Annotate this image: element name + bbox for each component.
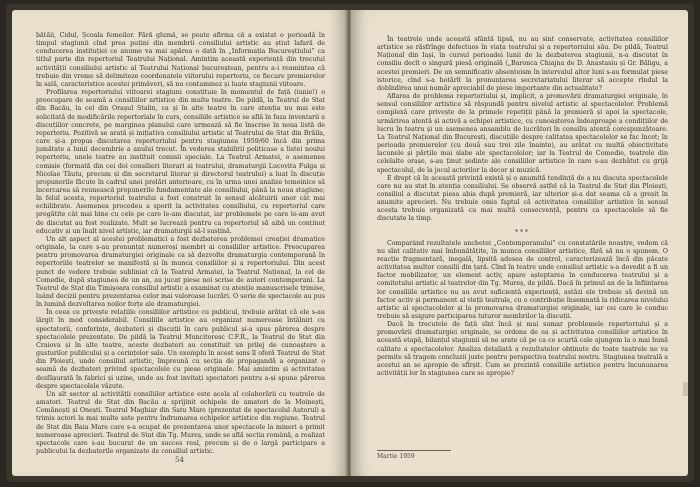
- right-paragraph: Dacă în trecutele de față sînt încă și mai sumar problemele repertoriului și a promovării dramaturgiei originale, se ordona de ea și activitatea consiliilor artistice în această etapă, bilanțul stagiunii să ne arate că pe ca ce scurtă cale ajungem la o mai bună calitate a spectacolelor. Analiza detaliată a rezultatelor obținute de toate teatrele ne va permite să tragem concluzii juste pentru perspectiva teatrului nostru. Stagiunea teatrală a acestui an se apropie de sfîrșit. Cum se prezintă consiliile artistice pentru încununarea activității lor în stagiunea care se apropie?: [377, 321, 668, 378]
- left-paragraph: În ceea ce privește relațiile consiliilor artistice cu publicul, trebuie arătat că ele s-au lărgit în mod considerabil. Consiliile artistice au organizat numeroase întâlniri cu spectatorii, conferințe, dezbateri și discuții în care publicul și-a spus părerea despre spectacolele prezentate. De pildă la Teatrul Muncitoresc C.F.R., la Teatrul de Stat din Craiova și în alte teatre, aceste dezbateri au constituit un prilej de cunoaștere a gusturilor publicului și a cerințelor sale. Un exemplu în acest sens îl oferă Teatrul de Stat din Ploiești, unde consiliul artistic, împreună cu secția de propagandă a organizat o seamă de dezbateri privind spectacolele cu piese originale. Mai amintim și activitatea desfășurată în fabrici și uzine, unde au fost invitați spectatori pentru a-și spune părerea despre spectacolele văzute.: [36, 309, 325, 390]
- right-paragraph: În teatrele unde această sfântă lipsă, nu au sint conservate, activitatea consiliilor artistice se răsfrînge defectuos în viața teatrului și a repertoriului său. De pildă, Teatrul Național din Iași, în cursul perioadei lunii de la dezbaterea stagiunii, n-a discutat în consiliu decît o singură piesă originală („Baronca Chiajna de D. Anastasiu și Gr. Băligu, a acestei premieri. De un semnificativ absenteism în intervalul altor luni s-au formulat piese istorice, cînd s-a hotărît la pronunțarea secretariatului literar să accepte rîndul la dobîndirea unui număr apreciabil de piese importante din actualitate?: [377, 36, 668, 92]
- open-book: [6, 4, 694, 482]
- right-page-text: [377, 36, 668, 442]
- right-page: [351, 10, 688, 476]
- right-paragraph: Comparând rezultatele anchetei „Contemporanului” cu constatările noastre, vedem că nu sînt calitativ mai îmbunătățite, în munca consiliilor artistice, fără să nu o spunem. O reacție fragmentară, inegală, lipsită adesea de control, caracterizează încă din păcate activitatea multor consilii din țară. Cînd în teatre unde consiliul artistic s-a dovedit a fi un factor mobilizator, un element activ, apare așteptarea în conducerea teatrului și a comitetului artistic al teatrelor din Tg. Mureș, de pildă. Dacă în primul an de la înființarea lor consiliile artistice nu au avut suficientă experiență, astăzi ele trebuie să devină un factor activ și permanent al vieții teatrale, cu o contribuție însemnată la ridicarea nivelului artistic al spectacolelor și la promovarea dramaturgiei originale, iar cei care le conduc trebuie să asigure participarea tuturor membrilor la discuții.: [377, 239, 668, 320]
- left-page: [12, 10, 347, 476]
- section-separator: ***: [515, 228, 530, 236]
- left-paragraph: Un alt sector al activității consiliilor artistice este acela al colaborării cu teatrele de amatori. Teatrul de Stat din Bacău a sprijinit echipele de amatori de la Moinești, Comănești și Onești. Teatrul Maghiar din Satu Mare (prezentat de spectacolul Autorul) a trimis actori la mai multe sate pentru îndrumarea echipelor artistice din regiune. Teatrul de Stat din Baia Mare care s-a ocupat de prezentarea unor spectacole la mineri a primit numeroase aprecieri. Teatrul de Stat din Tg. Mureș, unde se află secția română, a realizat spectacole care s-au bucurat de un succes real, precum și de o largă participare a publicului la dezbaterile organizate de consiliul artistic.: [36, 390, 325, 455]
- left-page-text: [36, 32, 325, 455]
- left-paragraph: Profilarea repertoriului viitoarei stagiuni constituie în momentul de față (iunie!) o preocupare de seamă a consiliilor artistice din multe teatre. De pildă, la Teatrul de Stat din Bacău, la cel din Orașul Stalin, ca și în alte teatre în care atenția nu mai este solicitată de modificările repertoriale în curs, consiliile artistice se află în faza inventarii a discuțiilor concrete, pe marginea planului care urmează să fie înscrise în noua listă de repertoriu. Pozitivă se arată și inițiativa consiliului artistic al Teatrului de Stat din Brăila, care și-a propus discutarea repertoriului pentru stagiunea 1959/60 încă din prima jumătate a lunii decembrie a anului trecut. În vederea stabilirii politicase a listei noului repertoriu, unele teatre au instituit comisii speciale. La Teatrul Armatei, o asemenea comisie (formată din cei doi consilieri literari ai teatrului, dramaturgii Lucovita Fulga și Nicolae Tăutu, precum și din secretarul literar și directorul teatrului) a luat în discuție propunerile făcute în cadrul unei prelări anterioare, cu în urma unei analize temeinice să încercarea să reunească propunerile fundamentate ale consiliului, până la noua stagiune; în felul acesta, repertoriul teatrului a fost construit în sensul alcătuirii unor cât mai echilibrate. Asemenea procedeu a sporit la activitatea consiliului, cu repertoriul care pregătite cât mai bine cu cele pe care le-am discutat, iar problemele pe care le-am avut de discutat au fost realizate. Mult se lucrează pentru ca repertoriul să aibă un conținut educativ și un înalt nivel artistic, iar dramaturgii să-l susțină.: [36, 89, 325, 235]
- footer-note: Martie 1959: [377, 450, 451, 460]
- page-tab-marker: [683, 382, 688, 396]
- page-number: 54: [175, 456, 184, 464]
- left-paragraph: Un alt aspect al acestei problematici a fost dezbaterea problemei creației dramatice originale, la care s-au pronunțat numeroși membri ai consiliilor artistice. Preocuparea pentru promovarea dramaturgiei originale ca să dezvolte dramaturgia contemporană în repertoriile teatrelor se manifestă și în munca consiliilor și a repertoriului. Din acest punct de vedere trebuie subliniat că la Teatrul Armatei, la Teatrul Național, la cel de Comedie, după stagiunea de un an, au jucat piese noi scrise de autori contemporani. La Teatrul de Stat din Timișoara consiliul artistic a examinat cu atenție manuscrisele trimise, luând decizii pentru prezentarea celor mai valoroase lucrări. O serie de spectacole au pus în lumină dezvoltarea noilor forțe ale dramaturgiei.: [36, 235, 325, 309]
- left-paragraph: bătăii, Cidul, Școala femeilor. Fără glumă, se poate afirma că a existat o perioadă în timpul stagiunii cînd prea puțini din membrii consiliului artistic au știut lafară de conducerea instituției ce anume va mai apărea o dată în „Informația Bucureștiului” ca titlul parte din repertoriul Teatrului Național. Amintim această experiență din trecutul activității consiliului artistic al Teatrului Național bucureștean, pentru a-i reamintea că trebuie din vreme să delimiteze coordonatele viitorului repertoriu, ce fiecare premierelor în sală, caracteristice acestei primăveri, să nu contaminez și luate stagiunii viitoare.: [36, 32, 325, 88]
- right-paragraph: Aflarea de problema repertoriului și, implicit, a promovării dramaturgiei originale, în sensul consiliilor artistice să răspundă pentru nivelul artistic al spectacolelor. Problemă complexă care privește de la primele repetiții până la premieră și apoi la spectacole, urmărirea atentă și activă a echipei artistice, cu cunoașterea îndeaproape a condițiilor de lucru în teatru și un asemenea ansamblu de lucrători în consiliu atentă corespunzătoare. La Teatrul Național din București, discuțiile despre calitatea spectacolelor se fac încet; în perioada premierelor (cu două sau trei zile înainte), au arătat cu multă obiectivitate lacunele și părțile mai slabe ale spectacolelor; iar la Teatrul de Comedie, teatrele din celelalte orașe, s-au ținut ședințe ale consiliilor artistice în care s-au dezbătut cu grijă spectacolul, de la jocul actorilor la decor și muzică.: [377, 93, 668, 174]
- right-paragraph: E drept că în această privință există și o anumită tendință de a nu discuta spectacolele care nu au stat în atenția consiliului. Se observă astfel că la Teatrul de Stat din Ploiești, consiliul a discutat piesa abia după premieră, iar ulterior și-a dat seama că a greșit în anumite aprecieri. Nu trebuie omis faptul că activitatea consiliilor artistice în sensul acesta trebuie organizată cu mai multă consecvență, pentru ca spectacolele să fie discutate la timp.: [377, 174, 668, 223]
